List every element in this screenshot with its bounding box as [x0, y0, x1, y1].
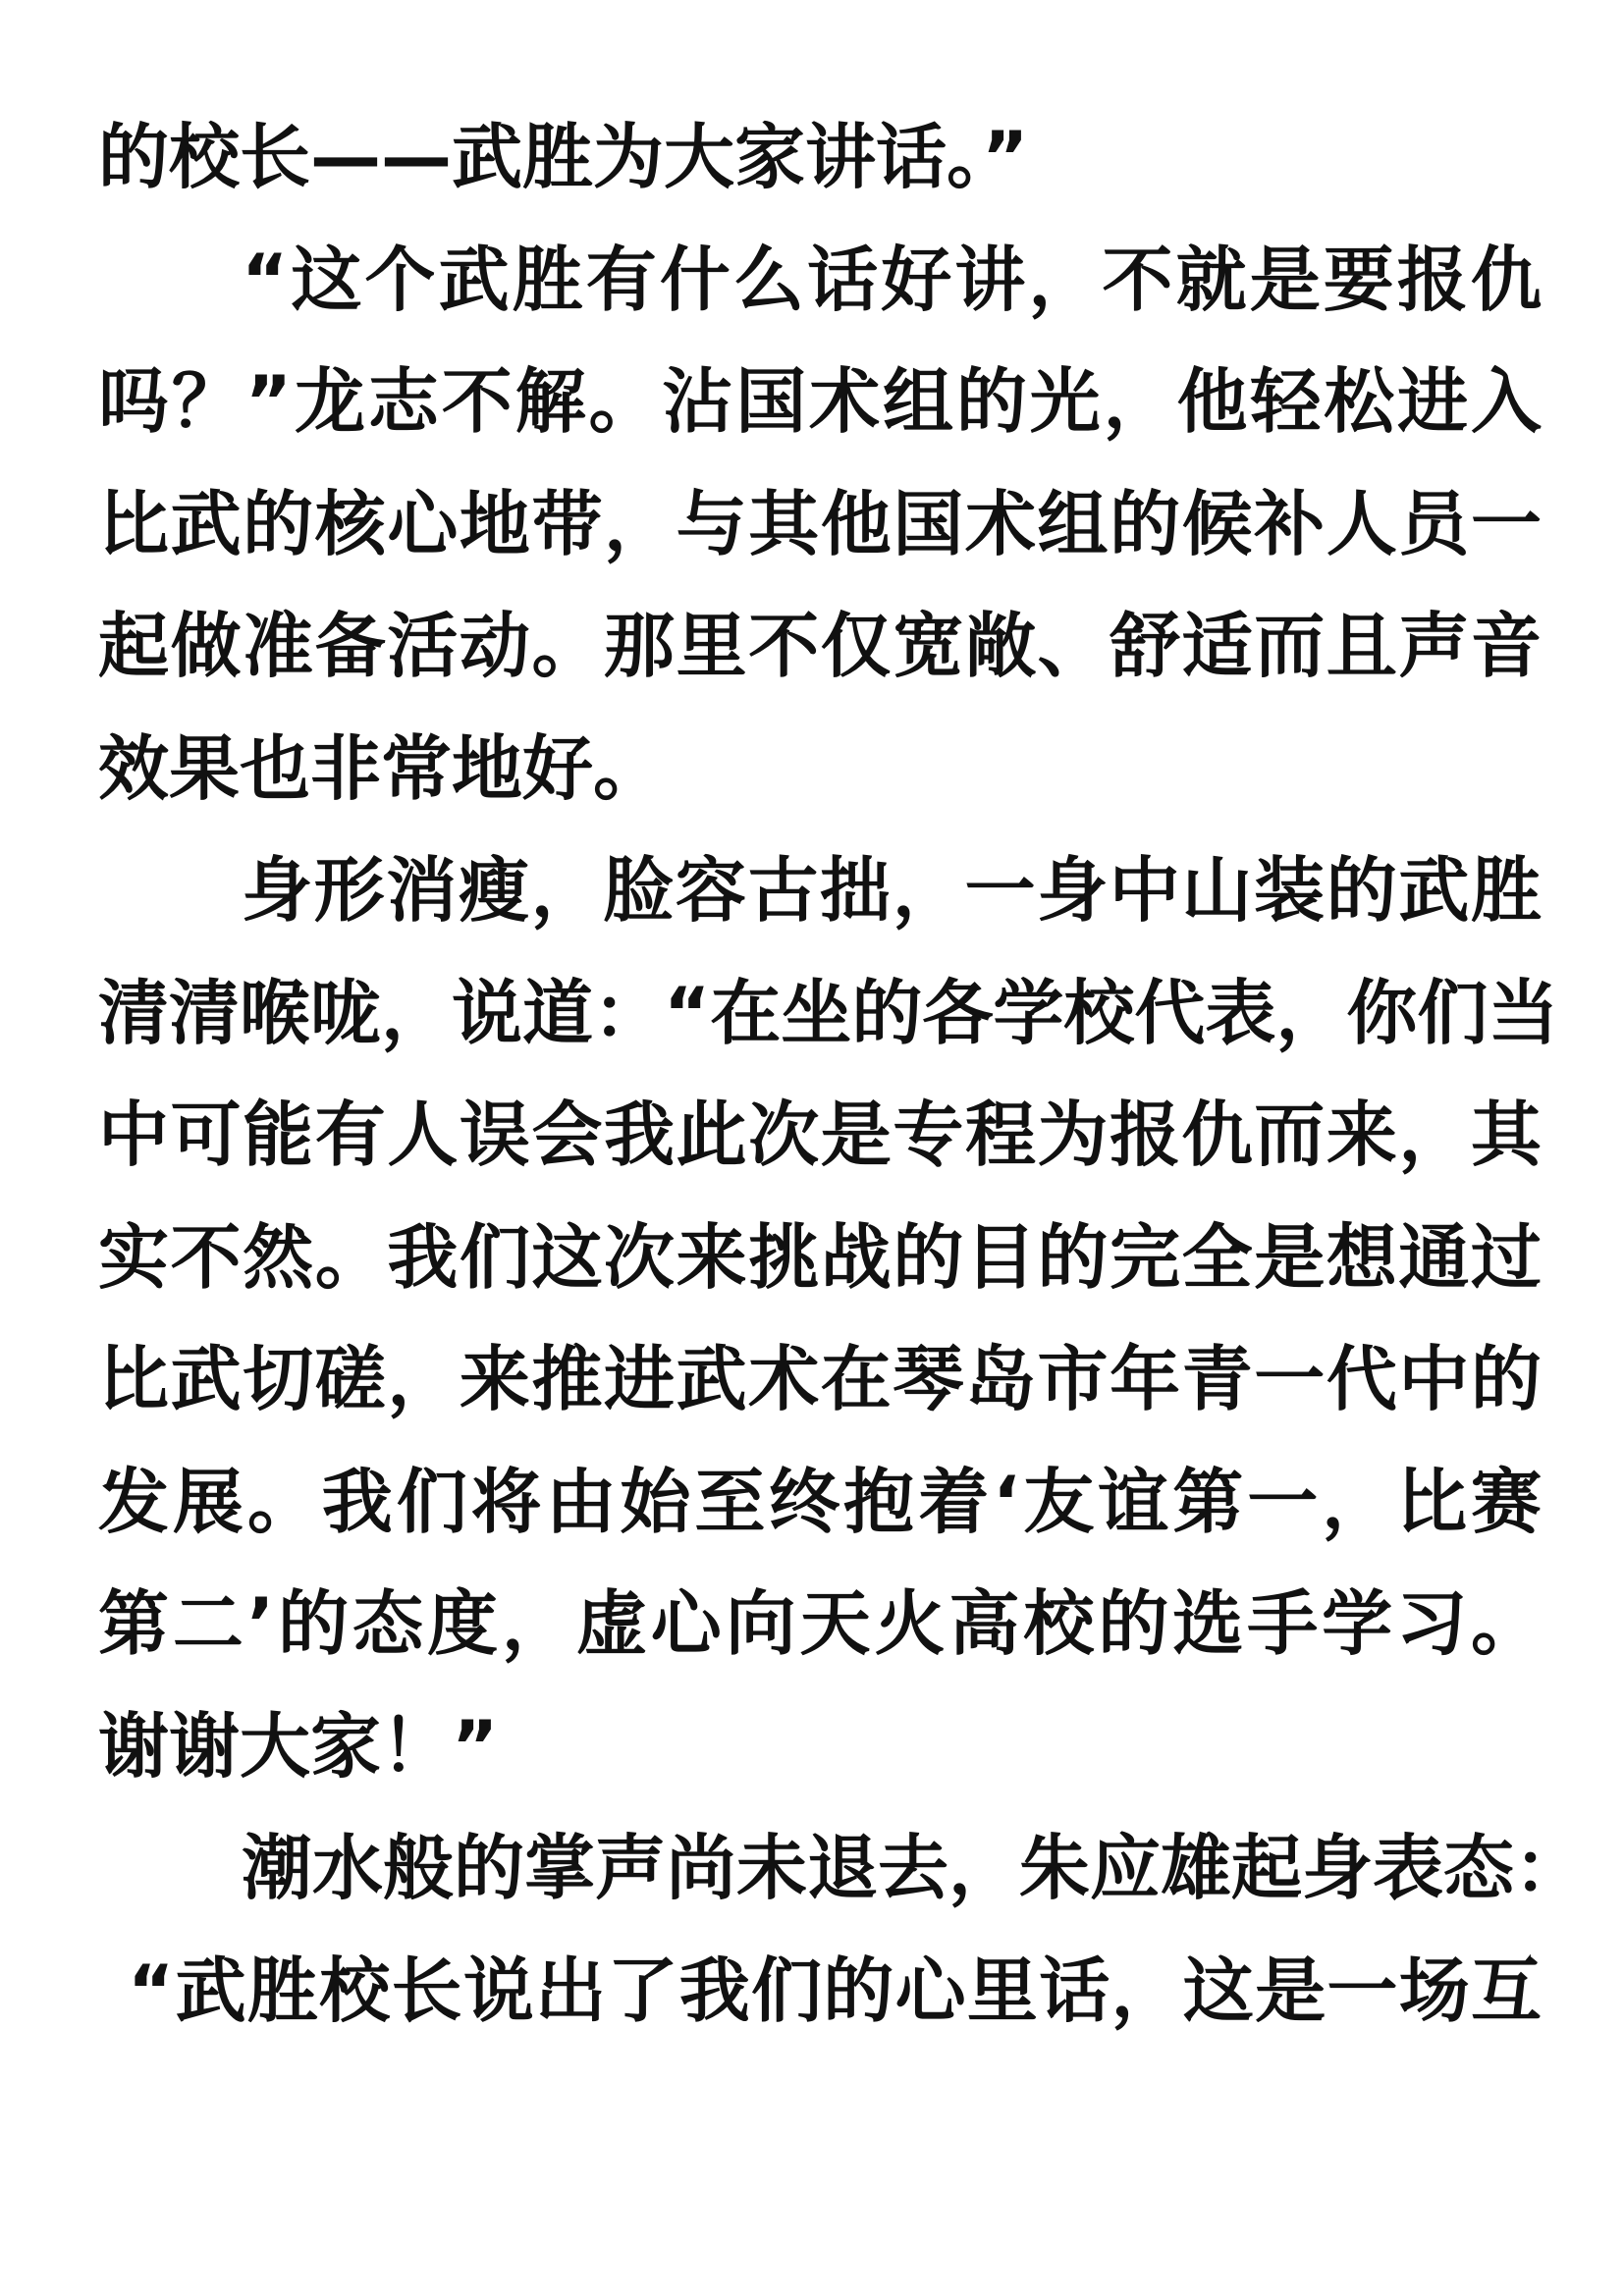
- text-line: 吗？”龙志不解。沾国术组的光，他轻松进入: [98, 360, 1542, 443]
- text-line: 第二’的态度，虚心向天火高校的选手学习。: [98, 1582, 1542, 1665]
- text-line: 发展。我们将由始至终抱着‘友谊第一，比赛: [98, 1460, 1542, 1543]
- text-line: “这个武胜有什么话好讲，不就是要报仇: [242, 238, 1542, 321]
- text-line: 潮水般的掌声尚未退去，朱应雄起身表态：: [242, 1827, 1586, 1909]
- text-line: 中可能有人误会我此次是专程为报仇而来，其: [98, 1094, 1542, 1176]
- text-line: 起做准备活动。那里不仅宽敞、舒适而且声音: [98, 605, 1542, 687]
- text-line: 的校长——武胜为大家讲话。”: [98, 116, 1029, 198]
- body-text: [98, 96, 1586, 2052]
- text-line: 比武切磋，来推进武术在琴岛市年青一代中的: [98, 1338, 1542, 1420]
- text-line: 谢谢大家！”: [98, 1704, 499, 1788]
- text-line: 身形消瘦，脸容古拙，一身中山装的武胜: [242, 849, 1542, 932]
- text-line: 效果也非常地好。: [98, 726, 665, 810]
- text-line: “武胜校长说出了我们的心里话，这是一场互: [128, 1949, 1542, 2032]
- text-line: 比武的核心地带，与其他国术组的候补人员一: [98, 482, 1542, 565]
- text-line: 实不然。我们这次来挑战的目的完全是想通过: [98, 1215, 1542, 1299]
- text-line: 清清喉咙，说道：“在坐的各学校代表，你们当: [98, 971, 1559, 1054]
